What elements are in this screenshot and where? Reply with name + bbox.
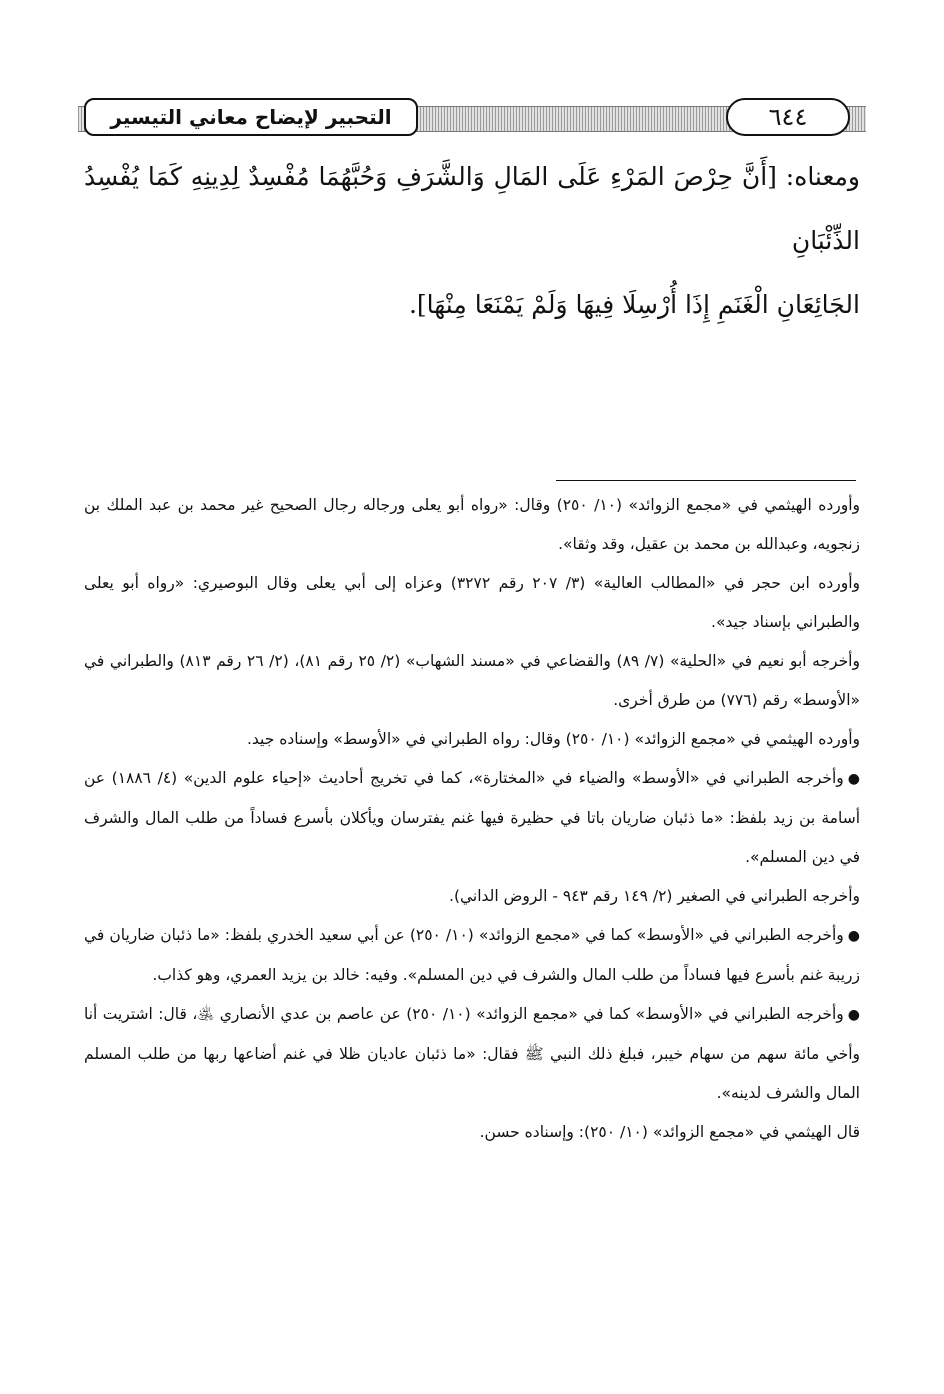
footnote-text: وأخرجه الطبراني في «الأوسط» كما في «مجمع الزوائد» (١٠/ ٢٥٠) عن أبي سعيد الخدري بلفظ: «ما ذئبان ضاريان في زريبة غنم بأسرع فيها فساداً من طلب المال والشرف في دين المسلم». وفيه: خالد بن يزيد العمري، وهو كذاب. xyxy=(84,926,860,984)
footnote-paragraph xyxy=(84,1113,860,1152)
footnote-paragraph xyxy=(84,995,860,1113)
footnote-text: وأورده الهيثمي في «مجمع الزوائد» (١٠/ ٢٥٠) وقال: «رواه أبو يعلى ورجاله رجال الصحيح غير محمد بن عبد الملك بن زنجويه، وعبدالله بن محمد بن عقيل، وقد وثقا». xyxy=(84,496,861,553)
footnote-paragraph xyxy=(84,720,860,759)
bullet-icon: ● xyxy=(847,1007,860,1023)
footnote-text: وأخرجه أبو نعيم في «الحلية» (٧/ ٨٩) والقضاعي في «مسند الشهاب» (٢/ ٢٥ رقم ٨١)، (٢/ ٢٦ رقم ٨١٣) والطبراني في «الأوسط» رقم (٧٧٦) من طرق أخرى. xyxy=(84,652,860,709)
footnote-text: وأخرجه الطبراني في الصغير (٢/ ١٤٩ رقم ٩٤٣ - الروض الداني). xyxy=(449,887,860,905)
footnote-text: قال الهيثمي في «مجمع الزوائد» (١٠/ ٢٥٠): وإسناده حسن. xyxy=(479,1123,860,1141)
footnote-paragraph xyxy=(84,877,860,916)
footnote-paragraph xyxy=(84,564,860,642)
bullet-icon: ● xyxy=(847,771,860,787)
book-title: التحبير لإيضاح معاني التيسير xyxy=(84,98,418,136)
page-header xyxy=(78,98,866,142)
main-text-line: الجَائِعَانِ الْغَنَمِ إِذَا أُرْسِلَا فِيهَا وَلَمْ يَمْنَعَا مِنْهَا]. xyxy=(408,290,860,319)
footnote-text: وأورده ابن حجر في «المطالب العالية» (٣/ ٢٠٧ رقم ٣٢٧٢) وعزاه إلى أبي يعلى وقال البوصيري: «رواه أبو يعلى والطبراني بإسناد جيد». xyxy=(84,574,861,631)
footnote-text: وأخرجه الطبراني في «الأوسط» والضياء في «المختارة»، كما في تخريج أحاديث «إحياء علوم الدين» (٤/ ١٨٨٦) عن أسامة بن زيد بلفظ: «ما ذئبان ضاريان باتا في حظيرة فيها غنم يفترسان ويأكلان بأسرع فساداً من طلب المال والشرف في دين المسلم». xyxy=(84,769,860,866)
bullet-icon: ● xyxy=(847,928,860,944)
page-number: ٦٤٤ xyxy=(726,98,850,136)
footnote-paragraph xyxy=(84,759,860,877)
footnote-separator xyxy=(556,480,856,481)
footnote-text: وأورده الهيثمي في «مجمع الزوائد» (١٠/ ٢٥٠) وقال: رواه الطبراني في «الأوسط» وإسناده جيد. xyxy=(246,730,860,748)
main-text xyxy=(84,145,860,337)
main-text-line: ومعناه: [أَنَّ حِرْصَ المَرْءِ عَلَى المَالِ وَالشَّرَفِ وَحُبَّهُمَا مُفْسِدٌ لِدِينِهِ كَمَا يُفْسِدُ الذِّئْبَانِ xyxy=(84,162,860,255)
footnotes xyxy=(84,486,860,1152)
footnote-paragraph xyxy=(84,486,860,564)
footnote-text: وأخرجه الطبراني في «الأوسط» كما في «مجمع الزوائد» (١٠/ ٢٥٠) عن عاصم بن عدي الأنصاري ﵁، قال: اشتريت أنا وأخي مائة سهم من سهام خيبر، فبلغ ذلك النبي ﷺ فقال: «ما ذئبان عاديان ظلا في غنم أضاعها ربها من طلب المسلم المال والشرف لدينه». xyxy=(84,1005,860,1102)
footnote-paragraph xyxy=(84,916,860,995)
footnote-paragraph xyxy=(84,642,860,720)
